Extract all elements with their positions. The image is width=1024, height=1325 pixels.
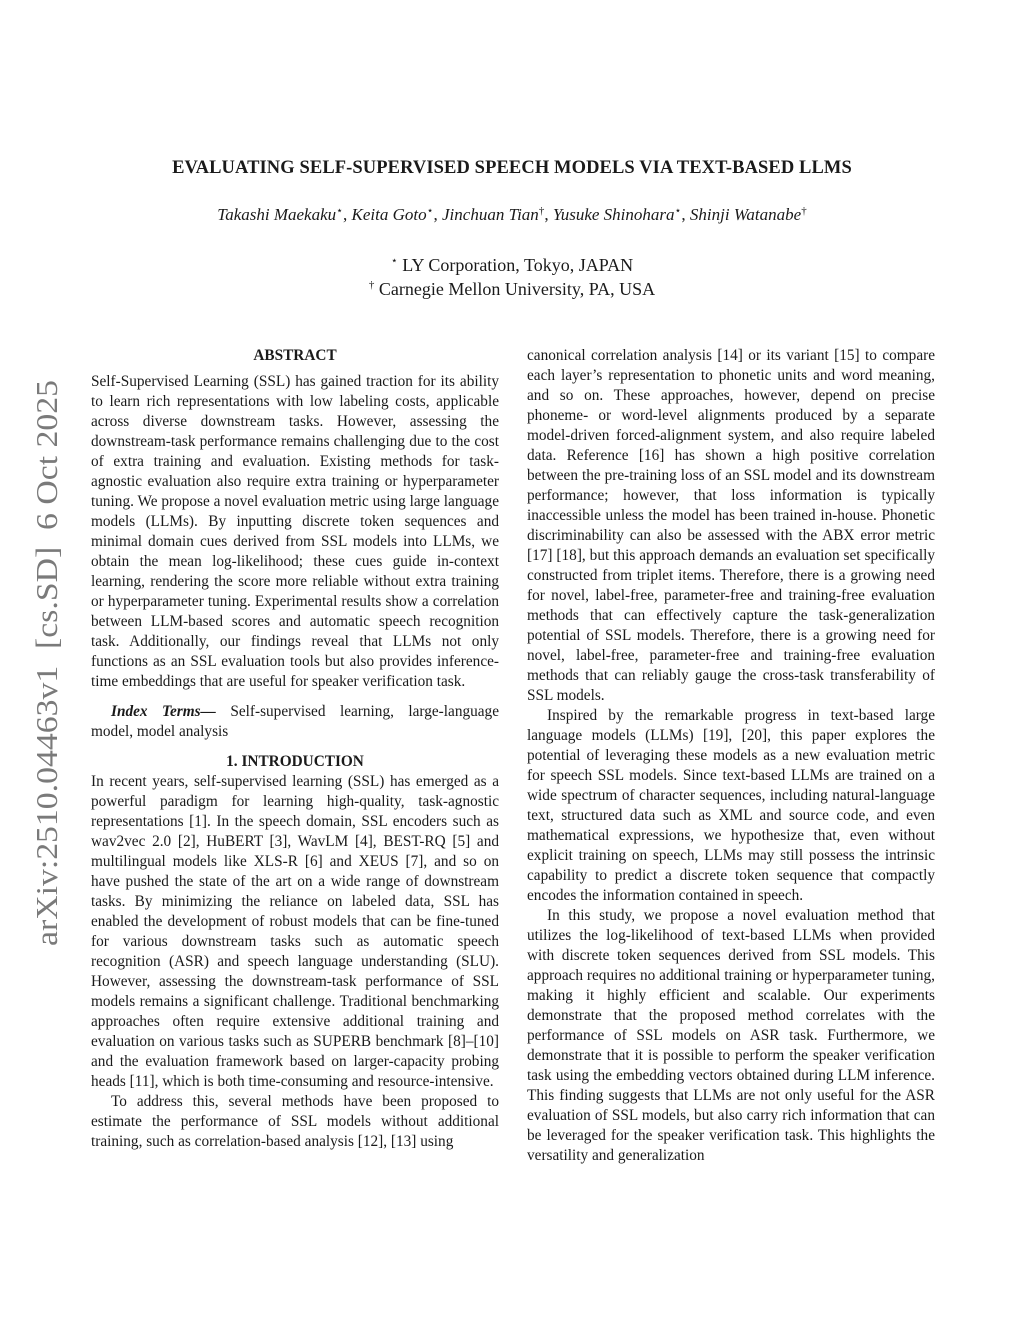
index-terms xyxy=(91,702,499,742)
affiliation-mark: † xyxy=(801,205,807,217)
affiliation-mark: ⋆ xyxy=(390,255,398,267)
author-name: Keita Goto xyxy=(351,205,427,224)
abstract-text: Self-Supervised Learning (SSL) has gained traction for its ability to learn rich representations with low labeling costs, applicable across diverse downstream tasks. However, assessing the downstream-task performance remains challenging due to the cost of extra training and evaluation. Existing methods for task-agnostic evaluation also require extra training or hyperparameter tuning. We propose a novel evaluation metric using large language models (LLMs). By inputting discrete token sequences and minimal domain cues derived from SSL models into LLMs, we obtain the mean log-likelihood; these cues guide in-context learning, rendering the score more reliable without extra training or hyperparameter tuning. Experimental results show a correlation between LLM-based scores and automatic speech recognition task. Additionally, our findings reveal that LLMs not only functions as an SSL evaluation tools but also provides inference-time embeddings that are useful for speaker verification task. xyxy=(91,373,499,690)
body-paragraph: In this study, we propose a novel evaluation method that utilizes the log-likelihood of text-based LLMs when provided with discrete token sequences derived from SSL models. This approach requires no additional training or hyperparameter tuning, making it highly efficient and scalable. Our experiments demonstrate that the proposed method correlates with the performance of SSL models on ASR task. Furthermore, we demonstrate that it is possible to perform the speaker verification task using the embedding vectors obtained during LLM inference. This finding suggests that LLMs are not only useful for the ASR evaluation of SSL models, but also carry rich information that can be leveraged for the speaker verification task. This highlights the versatility and generalization xyxy=(527,907,935,1164)
affiliation-cmu xyxy=(0,279,1024,300)
body-paragraph: To address this, several methods have been proposed to estimate the performance of SSL models without additional training, such as correlation-based analysis [12], [13] using xyxy=(91,1093,499,1150)
right-column xyxy=(527,346,935,1166)
author-name: Yusuke Shinohara xyxy=(552,205,675,224)
affiliation-mark: ⋆ xyxy=(336,205,344,217)
affiliation-mark: ⋆ xyxy=(426,205,434,217)
index-terms-label: Index Terms— xyxy=(111,703,216,720)
author-name: Jinchuan Tian xyxy=(442,205,539,224)
author-name: Shinji Watanabe xyxy=(689,205,802,224)
introduction-heading: 1. INTRODUCTION xyxy=(226,753,364,770)
affiliation-ly-corporation xyxy=(0,255,1024,276)
body-paragraph: Inspired by the remarkable progress in text-based large language models (LLMs) [19], [20], this paper explores the potential of leveraging these models as a new evaluation metric for speech SSL models. Since text-based LLMs are trained on a wide spectrum of character sequences, including natural-language text, structured data such as XML and source code, and even mathematical expressions, we hypothesize that, even without explicit training on speech, LLMs may still possess the intrinsic capability to predict a discrete token sequence that compactly encodes the information contained in speech. xyxy=(527,707,935,904)
body-paragraph: In recent years, self-supervised learning (SSL) has emerged as a powerful paradigm for learning high-quality, task-agnostic representations [1]. In the speech domain, SSL encoders such as wav2vec 2.0 [2], HuBERT [3], WavLM [4], BEST-RQ [5] and multilingual models like XLS-R [6] and XEUS [7], and so on have pushed the state of the art on a wide range of downstream tasks. By minimizing the reliance on labeled data, SSL has enabled the development of robust models that can be fine-tuned for various downstream tasks such as automatic speech recognition (ASR) and speech language understanding (SLU). However, assessing the downstream-task performance of SSL models remains a significant challenge. Traditional benchmarking approaches often require extensive additional training and evaluation on various tasks such as SUPERB benchmark [8]–[10] and the evaluation framework based on larger-capacity probing heads [11], which is both time-consuming and resource-intensive. xyxy=(91,773,499,1090)
arxiv-stamp-text: arXiv:2510.04463v1 [cs.SD] 6 Oct 2025 xyxy=(29,425,64,946)
affiliation-text: Carnegie Mellon University, PA, USA xyxy=(374,279,656,299)
affiliation-mark: ⋆ xyxy=(674,205,682,217)
affiliation-mark: † xyxy=(368,279,375,291)
paper-title: EVALUATING SELF-SUPERVISED SPEECH MODELS VIA TEXT-BASED LLMS xyxy=(172,158,852,178)
index-terms-text: Self-supervised learning, large-language model, model analysis xyxy=(91,703,499,740)
left-column xyxy=(91,346,499,1152)
author-name: Takashi Maekaku xyxy=(217,205,337,224)
body-paragraph: canonical correlation analysis [14] or its variant [15] to compare each layer’s representation to phonetic units and word meaning, and so on. These approaches, however, depend on precise phoneme- or word-level alignments produced by a separate model-driven forced-alignment system, and also require labeled data. Reference [16] has shown a high positive correlation between the pre-training loss of an SSL model and its downstream performance; however, that loss information is typically inaccessible unless the model has been trained in-house. Phonetic discriminability can also be assessed with the ABX error metric [17] [18], but this approach demands an evaluation set specifically constructed from triplet items. Therefore, there is a growing need for novel, label-free, parameter-free and training-free evaluation methods that can effectively capture the task-generalization potential of SSL models. Therefore, there is a growing need for novel, label-free, parameter-free and training-free evaluation methods that can reliably gauge the cross-task transferability of SSL models. xyxy=(527,347,935,704)
abstract-heading: ABSTRACT xyxy=(253,347,337,364)
affiliation-text: LY Corporation, Tokyo, JAPAN xyxy=(397,255,634,275)
author-list: Takashi Maekaku⋆, Keita Goto⋆, Jinchuan Tian†, Yusuke Shinohara⋆, Shinji Watanabe† xyxy=(217,205,807,224)
arxiv-identifier-stamp xyxy=(19,380,69,946)
affiliation-mark: † xyxy=(538,205,545,217)
